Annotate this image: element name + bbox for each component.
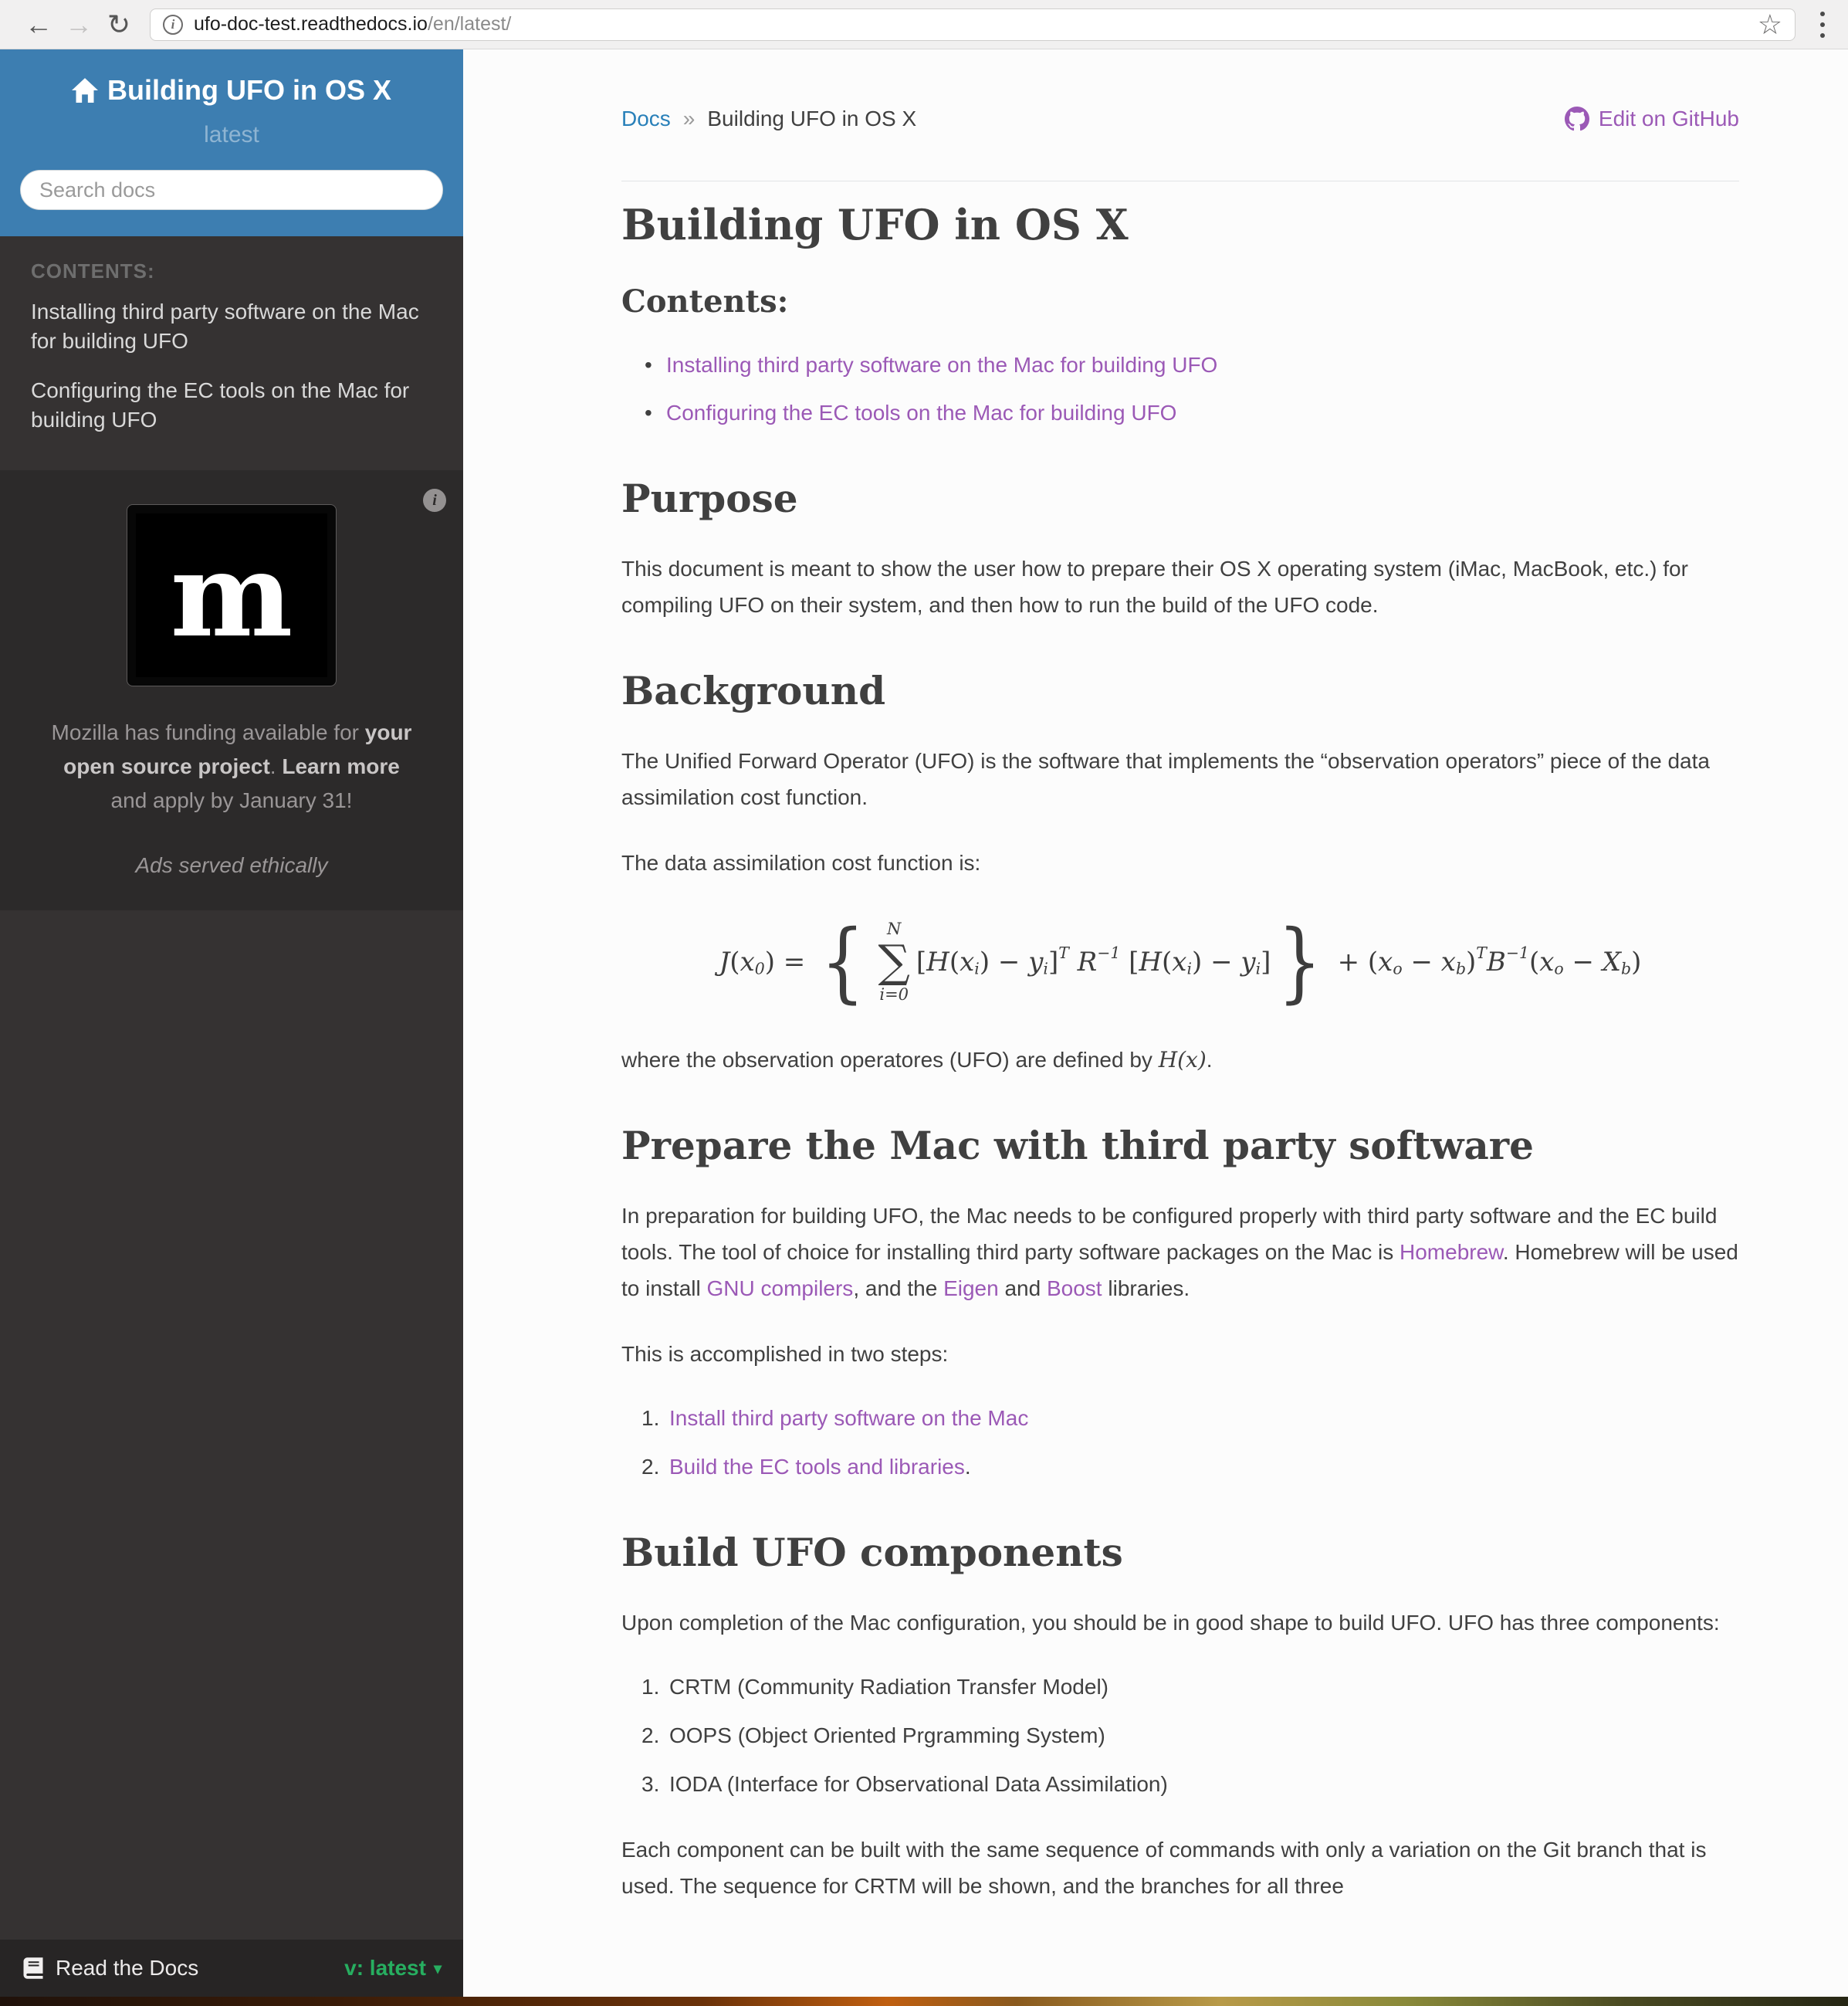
toc-list (621, 347, 1739, 431)
browser-menu-icon[interactable] (1816, 8, 1829, 41)
step-item-build-ec-tools[interactable]: Build the EC tools and libraries. (669, 1455, 971, 1479)
breadcrumb (621, 107, 1739, 131)
sidebar-header (0, 49, 463, 236)
prepare-paragraph-1: In preparation for building UFO, the Mac needs to be configured properly with third party software and the EC build tools. The tool of choice for installing third party software packages on the Mac is Homebrew. Homebrew will be used to install GNU compilers, and the Eigen and Boost libraries. (621, 1204, 1738, 1300)
project-title[interactable] (72, 74, 391, 107)
url-path: /en/latest/ (427, 13, 512, 35)
cost-function-formula: J ( x 0 ) = { N ∑ i=0 [ H ( x i ) − y i ] T R −1 [ H ( x i ) − y i ] } + ( x o − x b ) T B −1 ( x o − X b ) (719, 912, 1642, 1012)
sidebar (0, 49, 463, 1997)
background-paragraph-2: The data assimilation cost function is: (621, 851, 981, 875)
breadcrumb-current: Building UFO in OS X (707, 107, 917, 130)
steps-list (621, 1400, 1739, 1485)
prepare-heading: Prepare the Mac with third party software (621, 1123, 1534, 1168)
ad-text[interactable]: Mozilla has funding available for your open source project. Learn more and apply by January 31! (51, 720, 412, 812)
sidebar-nav (0, 236, 463, 461)
rtd-brand[interactable] (22, 1956, 198, 1981)
component-item-ioda: IODA (Interface for Observational Data Assimilation) (669, 1772, 1168, 1796)
bookmark-star-icon[interactable]: ☆ (1757, 8, 1782, 40)
edit-on-github-label: Edit on GitHub (1598, 107, 1739, 130)
mozilla-logo: m (136, 513, 327, 677)
ad-tagline: Ads served ethically (135, 853, 328, 877)
step-item-install-software[interactable]: Install third party software on the Mac (669, 1406, 1029, 1430)
chevron-down-icon: ▾ (433, 1960, 442, 1977)
component-item-oops: OOPS (Object Oriented Prgramming System) (669, 1723, 1105, 1747)
toc-heading: Contents: (621, 283, 789, 320)
refresh-icon[interactable]: ↻ (107, 8, 131, 40)
purpose-heading: Purpose (621, 476, 798, 521)
toc-item (621, 347, 1739, 383)
components-list (621, 1669, 1739, 1802)
breadcrumb-separator: » (682, 107, 696, 130)
page-info-icon[interactable]: i (163, 15, 183, 35)
build-paragraph-2: Each component can be built with the same sequence of commands with only a variation on the Git branch that is used. The sequence for CRTM will be shown, and the branches for all three (621, 1838, 1707, 1898)
rtd-brand-label: Read the Docs (56, 1956, 199, 1980)
browser-toolbar (0, 0, 1848, 49)
url-text[interactable] (194, 13, 511, 36)
sidebar-item-configuring-ec-tools[interactable]: Configuring the EC tools on the Mac for building UFO (31, 378, 410, 432)
back-icon[interactable]: ← (25, 8, 52, 40)
search-input[interactable] (20, 170, 443, 210)
where-paragraph: where the observation operatores (UFO) are defined by H(x). (621, 1047, 1213, 1072)
edit-on-github-link[interactable] (1565, 107, 1739, 131)
home-icon (72, 78, 98, 103)
github-icon (1565, 107, 1589, 131)
ad-image[interactable] (127, 504, 337, 686)
toc-item (621, 395, 1739, 431)
url-host: ufo-doc-test.readthedocs.io (194, 13, 428, 35)
book-icon (22, 1957, 45, 1979)
forward-icon[interactable]: → (65, 8, 93, 40)
toc-link-installing[interactable]: Installing third party software on the Mac for building UFO (666, 353, 1218, 377)
page-title: Building UFO in OS X (621, 200, 1129, 249)
prepare-paragraph-2: This is accomplished in two steps: (621, 1342, 949, 1366)
background-paragraph-1: The Unified Forward Operator (UFO) is the software that implements the “observation operators” piece of the data assimilation cost function. (621, 749, 1710, 809)
sidebar-item-installing-third-party[interactable]: Installing third party software on the Mac for building UFO (31, 300, 419, 353)
version-caption: latest (204, 122, 259, 147)
build-paragraph-1: Upon completion of the Mac configuration, you should be in good shape to build UFO. UFO has three components: (621, 1611, 1720, 1635)
rtd-footer (0, 1940, 463, 1997)
address-bar[interactable] (150, 8, 1796, 41)
version-switcher[interactable] (344, 1956, 442, 1981)
screen-bottom-strip (0, 1997, 1848, 2006)
project-title-label: Building UFO in OS X (107, 74, 391, 106)
build-heading: Build UFO components (621, 1530, 1123, 1575)
toc-link-configuring[interactable]: Configuring the EC tools on the Mac for building UFO (666, 401, 1177, 425)
main-content (463, 49, 1848, 1997)
version-switcher-label: v: latest (344, 1956, 426, 1980)
contents-caption: CONTENTS: (31, 259, 155, 283)
background-heading: Background (621, 668, 886, 713)
breadcrumb-docs-link[interactable]: Docs (621, 107, 671, 130)
purpose-paragraph: This document is meant to show the user how to prepare their OS X operating system (iMac, MacBook, etc.) for compiling UFO on their system, and then how to run the build of the UFO code. (621, 557, 1688, 617)
ethical-ad (0, 470, 463, 910)
component-item-crtm: CRTM (Community Radiation Transfer Model) (669, 1675, 1108, 1699)
ad-info-icon[interactable]: i (423, 489, 446, 512)
